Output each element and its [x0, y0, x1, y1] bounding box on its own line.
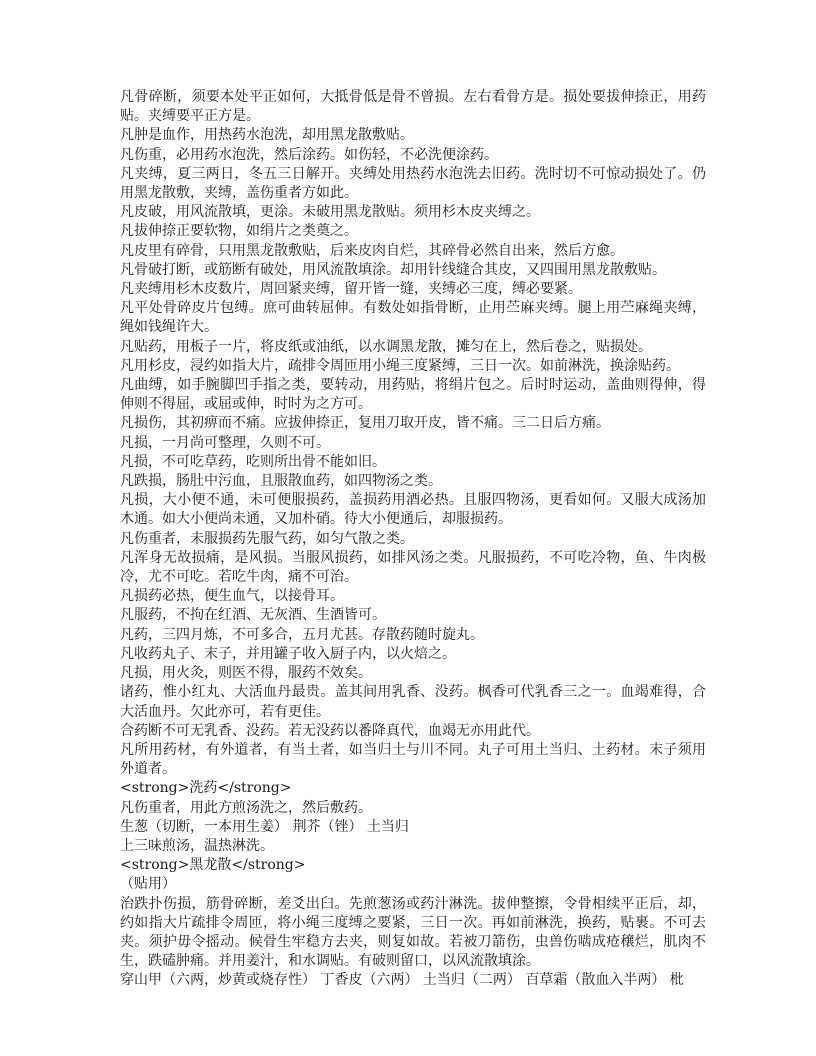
paragraph: 凡皮里有碎骨，只用黑龙散敷贴，后来皮肉自烂，其碎骨必然自出来，然后方愈。 [120, 242, 624, 259]
paragraph: 凡骨碎断，须要本处平正如何，大抵骨低是骨不曾损。左右看骨方是。损处要拔伸捺正，用药贴。夹缚要平正方是。 [120, 89, 706, 125]
section-heading-wash-medicine: <strong>洗药</strong> [120, 780, 292, 797]
paragraph: 凡收药丸子、末子，并用罐子收入厨子内，以火焙之。 [120, 645, 456, 662]
paragraph: 凡用杉皮，浸约如指大片，疏排令周匝用小绳三度紧缚，三日一次。如前淋洗，换涂贴药。 [120, 357, 680, 374]
paragraph: 凡损，用火灸，则医不得，服药不效矣。 [120, 665, 372, 682]
paragraph: 凡伤重者，未服损药先服气药，如匀气散之类。 [120, 530, 414, 547]
paragraph: 凡伤重，必用药水泡洗，然后涂药。如伤轻，不必洗便涂药。 [120, 146, 498, 163]
paragraph: 凡皮破，用风流散填，更涂。未破用黑龙散贴。须用杉木皮夹缚之。 [120, 204, 540, 221]
paragraph: 合药断不可无乳香、没药。若无没药以番降真代，血竭无亦用此代。 [120, 722, 540, 739]
paragraph: 凡贴药，用板子一片，将皮纸或油纸，以水调黑龙散，摊匀在上，然后卷之，贴损处。 [120, 338, 652, 355]
paragraph: 凡骨破打断，或筋断有破处，用风流散填涂。却用针线缝合其皮，又四围用黑龙散敷贴。 [120, 261, 666, 278]
paragraph: 凡损伤，其初痹而不痛。应拔伸捺正，复用刀取开皮，皆不痛。三二日后方痛。 [120, 415, 610, 432]
document-page [120, 88, 706, 991]
paragraph: 凡损，大小便不通，未可便服损药，盖损药用酒必热。且服四物汤，更看如何。又服大成汤加木通。如大小便尚未通，又加朴硝。待大小便通后，却服损药。 [120, 492, 706, 528]
ingredient-list: 生葱（切断，一本用生姜） 荆芥（锉） 土当归 [120, 818, 409, 835]
paragraph: 凡伤重者，用此方煎汤洗之，然后敷药。 [120, 799, 372, 816]
paragraph: 诸药，惟小红丸、大活血丹最贵。盖其间用乳香、没药。枫香可代乳香三之一。血竭难得，合大活血丹。欠此亦可，若有更佳。 [120, 684, 706, 720]
paragraph: 凡损，一月尚可整理，久则不可。 [120, 434, 330, 451]
ingredient-list: 穿山甲（六两，炒黄或烧存性） 丁香皮（六两） 土当归（二两） 百草霜（散血入半两） 枇 [120, 972, 684, 989]
paragraph: 凡所用药材，有外道者，有当土者，如当归土与川不同。丸子可用土当归、土药材。末子须用外道者。 [120, 741, 706, 778]
paragraph: 治跌扑伤损，筋骨碎断，差爻出臼。先煎葱汤或药汁淋洗。拔伸整擦，令骨相续平正后，却，约如指大片疏排令周匝，将小绳三度缚之要紧，三日一次。再如前淋洗，换药，贴裹。不可去夹。须护毋令摇动。候骨生牢稳方去夹，则复如故。若被刀箭伤，虫兽伤啮成疮穣烂，肌肉不生，跌磕肿痛。并用姜汁，和水调贴。有破则留口，以风流散填涂。 [120, 895, 706, 970]
paragraph: 上三味煎汤，温热淋洗。 [120, 837, 274, 854]
paragraph: 凡肿是血作，用热药水泡洗，却用黑龙散敷贴。 [120, 127, 414, 144]
paragraph: 凡曲缚，如手腕脚凹手指之类，要转动，用药贴，将绢片包之。后时时运动，盖曲则得伸，得伸则不得屈，或屈或伸，时时为之方可。 [120, 377, 706, 413]
paragraph: 凡夹缚用杉木皮数片，周回紧夹缚，留开皆一缝，夹缚必三度，缚必要紧。 [120, 281, 582, 298]
paragraph: 凡平处骨碎皮片包缚。庶可曲转屈伸。有数处如指骨断，止用苎麻夹缚。腿上用苎麻绳夹缚，绳如钱绳许大。 [120, 300, 706, 336]
section-heading-heilong-powder: <strong>黑龙散</strong> [120, 857, 306, 874]
paragraph: 凡浑身无故损痛，是风损。当服风损药，如排风汤之类。凡服损药，不可吃冷物，鱼、牛肉极冷，尤不可吃。若吃牛肉，痛不可治。 [120, 549, 706, 586]
paragraph: 凡夹缚，夏三两日，冬五三日解开。夹缚处用热药水泡洗去旧药。洗时切不可惊动损处了。仍用黑龙散敷，夹缚，盖伤重者方如此。 [120, 165, 706, 202]
paragraph: 凡损药必热，便生血气，以接骨耳。 [120, 588, 344, 605]
usage-note: （贴用） [120, 876, 176, 893]
paragraph: 凡跌损，肠肚中污血，且服散血药，如四物汤之类。 [120, 473, 442, 490]
paragraph: 凡拔伸捺正要软物，如绢片之类奠之。 [120, 223, 358, 240]
paragraph: 凡药，三四月炼，不可多合，五月尤甚。存散药随时旋丸。 [120, 626, 484, 643]
paragraph: 凡服药，不拘在红酒、无灰酒、生酒皆可。 [120, 607, 386, 624]
paragraph: 凡损，不可吃草药，吃则所出骨不能如旧。 [120, 453, 386, 470]
